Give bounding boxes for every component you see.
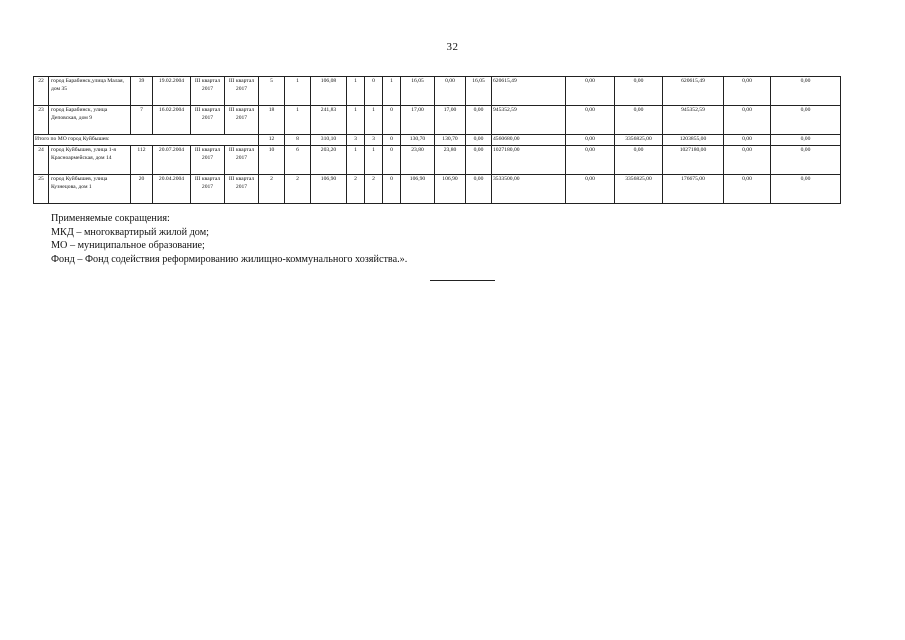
count-cell: 18: [259, 106, 285, 135]
area-cell: 106,90: [435, 175, 466, 204]
area-cell: 106,90: [401, 175, 435, 204]
area-cell: 16,05: [466, 77, 492, 106]
planned-start-cell: III квартал 2017: [191, 146, 225, 175]
area-cell: 16,05: [401, 77, 435, 106]
area-cell: 0,00: [466, 106, 492, 135]
cost-cell: 0,00: [566, 135, 615, 146]
row-number: 24: [34, 146, 49, 175]
count-cell: 5: [259, 77, 285, 106]
date-cell: 19.02.2004: [153, 77, 191, 106]
planned-end-cell: III квартал 2017: [225, 77, 259, 106]
count-cell: 0: [383, 106, 401, 135]
area-cell: 130,70: [401, 135, 435, 146]
address-cell: город Барабинск,улица Малая, дом 35: [49, 77, 131, 106]
cost-cell: 176675,00: [663, 175, 724, 204]
area-cell: 310,10: [311, 135, 347, 146]
area-cell: 0,00: [466, 135, 492, 146]
cost-cell: 945352,59: [663, 106, 724, 135]
table-row: [34, 175, 841, 204]
notes-heading: Применяемые сокращения:: [51, 213, 170, 224]
table-row: [34, 77, 841, 106]
cost-cell: 0,00: [566, 77, 615, 106]
cost-cell: 0,00: [771, 77, 841, 106]
address-cell: город Барабинск, улица Деповская, дом 9: [49, 106, 131, 135]
date-cell: 20.07.2004: [153, 146, 191, 175]
count-cell: 0: [383, 146, 401, 175]
resettlement-table: [33, 76, 841, 204]
total-label: Итого по МО город Куйбышев:: [34, 135, 259, 146]
address-cell: город Куйбышев, улица 1-я Красноармейская, дом 14: [49, 146, 131, 175]
year-cell: 7: [131, 106, 153, 135]
cost-cell: 0,00: [566, 146, 615, 175]
planned-end-cell: III квартал 2017: [225, 106, 259, 135]
cost-cell: 0,00: [771, 106, 841, 135]
row-number: 25: [34, 175, 49, 204]
count-cell: 1: [347, 146, 365, 175]
area-cell: 241,83: [311, 106, 347, 135]
abbreviations-notes: [51, 212, 407, 266]
cost-cell: 0,00: [724, 175, 771, 204]
count-cell: 1: [365, 146, 383, 175]
cost-cell: 3533500,00: [492, 175, 566, 204]
count-cell: 8: [285, 135, 311, 146]
total-row: [34, 135, 841, 146]
cost-cell: 0,00: [615, 146, 663, 175]
date-cell: 16.02.2004: [153, 106, 191, 135]
cost-cell: 0,00: [724, 146, 771, 175]
year-cell: 20: [131, 175, 153, 204]
count-cell: 10: [259, 146, 285, 175]
area-cell: 0,00: [435, 77, 466, 106]
count-cell: 6: [285, 146, 311, 175]
table-row: [34, 106, 841, 135]
count-cell: 2: [259, 175, 285, 204]
count-cell: 0: [383, 175, 401, 204]
note-mkd: МКД – многоквартирый жилой дом;: [51, 226, 209, 238]
planned-end-cell: III квартал 2017: [225, 175, 259, 204]
count-cell: 1: [285, 106, 311, 135]
area-cell: 106,90: [311, 175, 347, 204]
planned-start-cell: III квартал 2017: [191, 175, 225, 204]
cost-cell: 0,00: [724, 77, 771, 106]
date-cell: 20.04.2004: [153, 175, 191, 204]
cost-cell: 1027180,00: [492, 146, 566, 175]
cost-cell: 0,00: [615, 77, 663, 106]
cost-cell: 0,00: [771, 175, 841, 204]
cost-cell: 620615,49: [492, 77, 566, 106]
count-cell: 0: [365, 77, 383, 106]
cost-cell: 945352,59: [492, 106, 566, 135]
planned-start-cell: III квартал 2017: [191, 77, 225, 106]
cost-cell: 0,00: [724, 135, 771, 146]
count-cell: 12: [259, 135, 285, 146]
area-cell: 0,00: [466, 146, 492, 175]
count-cell: 3: [365, 135, 383, 146]
count-cell: 1: [285, 77, 311, 106]
page-number: 32: [446, 41, 459, 53]
cost-cell: 620615,49: [663, 77, 724, 106]
cost-cell: 0,00: [771, 135, 841, 146]
count-cell: 2: [285, 175, 311, 204]
cost-cell: 0,00: [566, 175, 615, 204]
area-cell: 0,00: [466, 175, 492, 204]
area-cell: 17,00: [435, 106, 466, 135]
count-cell: 1: [383, 77, 401, 106]
table-row: [34, 146, 841, 175]
cost-cell: 1027180,00: [663, 146, 724, 175]
area-cell: 106,08: [311, 77, 347, 106]
address-cell: город Куйбышев, улица Кузнецова, дом 1: [49, 175, 131, 204]
count-cell: 2: [347, 175, 365, 204]
count-cell: 1: [347, 77, 365, 106]
cost-cell: 1203855,00: [663, 135, 724, 146]
planned-start-cell: III квартал 2017: [191, 106, 225, 135]
count-cell: 2: [365, 175, 383, 204]
cost-cell: 3356825,00: [615, 175, 663, 204]
count-cell: 0: [383, 135, 401, 146]
area-cell: 203,20: [311, 146, 347, 175]
cost-cell: 0,00: [724, 106, 771, 135]
area-cell: 130,70: [435, 135, 466, 146]
row-number: 23: [34, 106, 49, 135]
area-cell: 17,00: [401, 106, 435, 135]
end-divider: [430, 280, 495, 281]
cost-cell: 0,00: [566, 106, 615, 135]
note-mo: МО – муниципальное образование;: [51, 240, 205, 252]
area-cell: 23,80: [401, 146, 435, 175]
count-cell: 1: [347, 106, 365, 135]
cost-cell: 4560680,00: [492, 135, 566, 146]
planned-end-cell: III квартал 2017: [225, 146, 259, 175]
year-cell: 39: [131, 77, 153, 106]
cost-cell: 0,00: [771, 146, 841, 175]
note-fund: Фонд – Фонд содействия реформированию жилищно-коммунального хозяйства.».: [51, 253, 408, 265]
cost-cell: 3356825,00: [615, 135, 663, 146]
count-cell: 3: [347, 135, 365, 146]
count-cell: 1: [365, 106, 383, 135]
area-cell: 23,80: [435, 146, 466, 175]
cost-cell: 0,00: [615, 106, 663, 135]
row-number: 22: [34, 77, 49, 106]
year-cell: 112: [131, 146, 153, 175]
